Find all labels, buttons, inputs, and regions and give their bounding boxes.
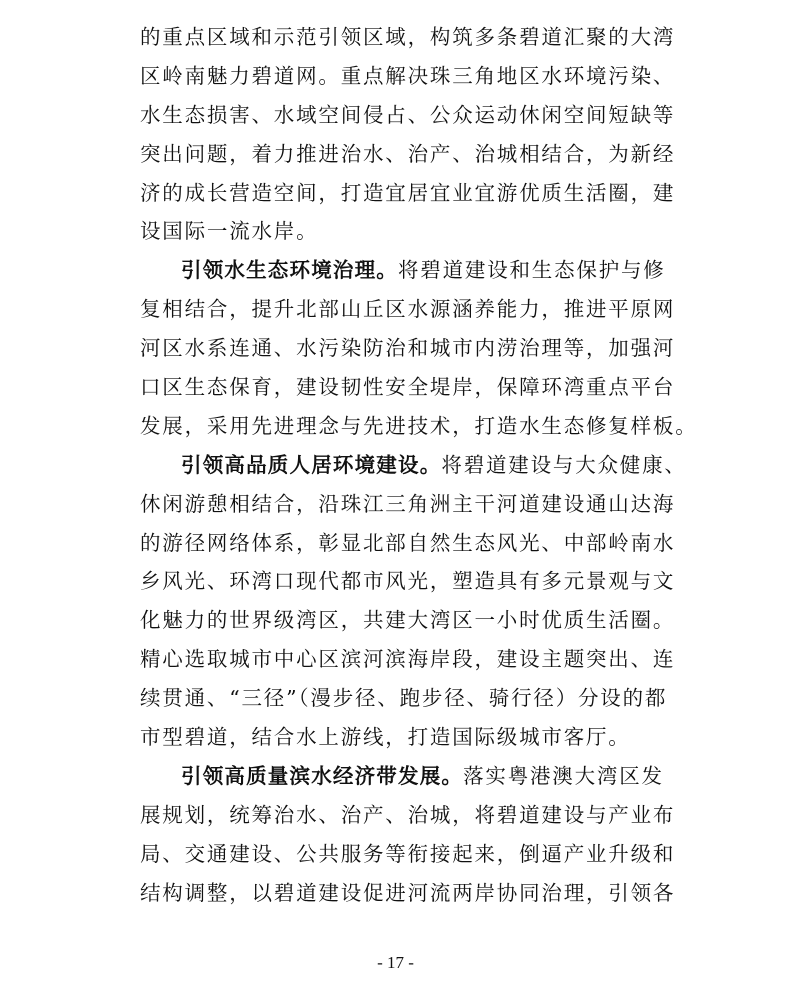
paragraph-first-line-text: 将碧道建设与大众健康、	[441, 452, 687, 477]
text-line: 续贯通、“三径”（漫步径、跑步径、骑行径）分设的都	[140, 686, 668, 711]
text-line: 精心选取城市中心区滨河滨海岸段，建设主题突出、连	[140, 647, 676, 672]
text-line: 水生态损害、水域空间侵占、公众运动休闲空间短缺等	[140, 102, 676, 127]
text-line: 突出问题，着力推进治水、治产、治城相结合，为新经	[140, 141, 676, 166]
text-line: 休闲游憩相结合，沿珠江三角洲主干河道建设通山达海	[140, 491, 676, 516]
paragraph-lead-heading: 引领水生态环境治理。	[181, 258, 398, 283]
text-line: 乡风光、环湾口现代都市风光，塑造具有多元景观与文	[140, 569, 676, 594]
paragraph-waterfront-economy	[140, 757, 676, 913]
text-line: 设国际一流水岸。	[140, 219, 319, 244]
paragraph-continuation	[140, 18, 676, 251]
text-line: 河区水系连通、水污染防治和城市内涝治理等，加强河	[140, 336, 676, 361]
paragraph-first-line	[140, 251, 666, 290]
text-line: 市型碧道，结合水上游线，打造国际级城市客厅。	[140, 725, 631, 750]
paragraph-first-line-text: 落实粤港澳大湾区发	[463, 763, 664, 788]
text-line: 发展，采用先进理念与先进技术，打造水生态修复样板。	[140, 413, 698, 438]
text-line: 济的成长营造空间，打造宜居宜业宜游优质生活圈，建	[140, 180, 676, 205]
text-line: 结构调整，以碧道建设促进河流两岸协同治理，引领各	[140, 880, 676, 905]
paragraph-first-line	[140, 757, 664, 796]
paragraph-first-line	[140, 446, 687, 485]
paragraph-water-ecology	[140, 251, 698, 445]
text-line: 展规划，统筹治水、治产、治城，将碧道建设与产业布	[140, 802, 676, 827]
text-line: 化魅力的世界级湾区，共建大湾区一小时优质生活圈。	[140, 608, 676, 633]
paragraph-living-environment	[140, 446, 687, 757]
page-number: - 17 -	[377, 953, 414, 972]
document-body	[140, 18, 698, 912]
text-line: 区岭南魅力碧道网。重点解决珠三角地区水环境污染、	[140, 63, 676, 88]
text-line: 复相结合，提升北部山丘区水源涵养能力，推进平原网	[140, 297, 676, 322]
text-line: 局、交通建设、公共服务等衔接起来，倒逼产业升级和	[140, 841, 676, 866]
text-line: 的游径网络体系，彰显北部自然生态风光、中部岭南水	[140, 530, 676, 555]
text-line: 口区生态保育，建设韧性安全堤岸，保障环湾重点平台	[140, 375, 676, 400]
text-line: 的重点区域和示范引领区域，构筑多条碧道汇聚的大湾	[140, 25, 676, 49]
paragraph-lead-heading: 引领高品质人居环境建设。	[181, 452, 442, 477]
paragraph-first-line-text: 将碧道建设和生态保护与修	[398, 258, 666, 283]
paragraph-lead-heading: 引领高质量滨水经济带发展。	[181, 763, 464, 788]
